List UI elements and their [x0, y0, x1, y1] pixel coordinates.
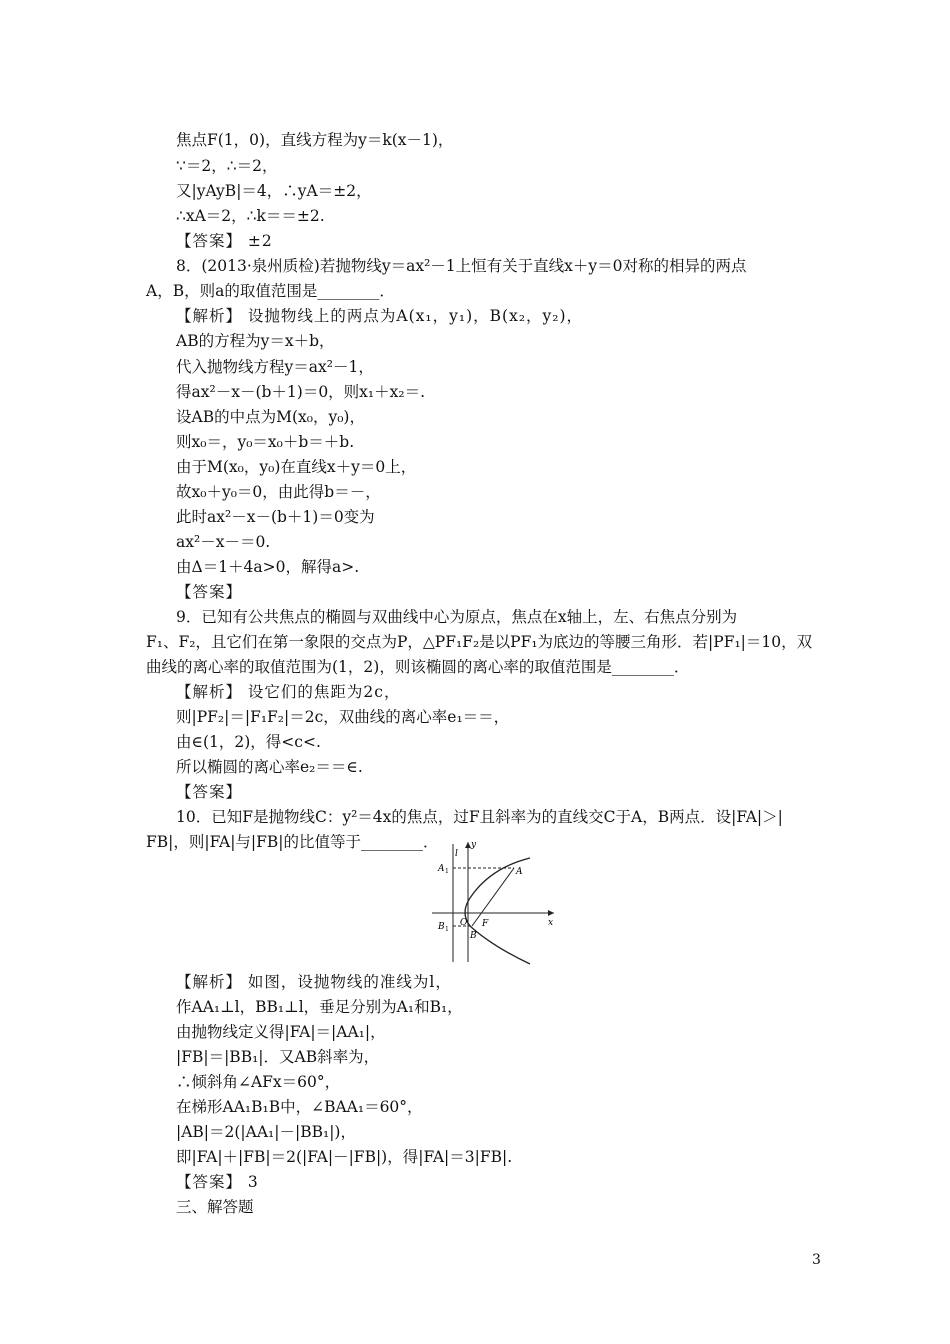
page-number: 3: [812, 1252, 821, 1268]
question-10-line-1: 10．已知F是抛物线C：y²＝4x的焦点，过F且斜率为的直线交C于A，B两点．设|FA|＞|: [176, 808, 783, 826]
answer-line: 【答案】 ±2: [176, 232, 273, 250]
solution-line: 由抛物线定义得|FA|＝|AA₁|，: [176, 1023, 386, 1041]
question-8-line-1: 8．(2013·泉州质检)若抛物线y＝ax²－1上恒有关于直线x＋y＝0对称的相异的两点: [176, 257, 747, 275]
solution-line: 即|FA|＋|FB|＝2(|FA|－|FB|)，得|FA|＝3|FB|.: [176, 1148, 513, 1166]
solution-line: ax²－x－＝0.: [176, 533, 271, 551]
solution-line: 在梯形AA₁B₁B中，∠BAA₁＝60°，: [176, 1098, 423, 1116]
question-9-line-3: 曲线的离心率的取值范围为(1，2)，则该椭圆的离心率的取值范围是________．: [146, 658, 690, 676]
point-b-label: B: [470, 931, 477, 941]
solution-line: 又|yAyB|＝4，∴yA＝±2，: [176, 182, 372, 200]
solution-line: 此时ax²－x－(b＋1)＝0变为: [176, 508, 375, 526]
origin-label: O: [460, 918, 468, 928]
point-b1-label: B: [438, 922, 445, 932]
solution-line: 焦点F(1，0)，直线方程为y＝k(x－1)，: [176, 131, 454, 149]
solution-line: 作AA₁⊥l，BB₁⊥l，垂足分别为A₁和B₁，: [176, 998, 463, 1016]
solution-line: 由于M(x₀，y₀)在直线x＋y＝0上，: [176, 458, 417, 476]
solution-line: 由Δ＝1＋4a>0，解得a>.: [176, 558, 360, 576]
solution-line: 设AB的中点为M(x₀，y₀)，: [176, 408, 365, 426]
analysis-line: 【解析】 设抛物线上的两点为A(x₁，y₁)，B(x₂，y₂)，: [176, 307, 584, 325]
answer-line: 【答案】 3: [176, 1173, 259, 1191]
answer-line: 【答案】: [176, 583, 243, 601]
point-a1-subscript: 1: [445, 868, 449, 875]
solution-line: 则x₀＝，y₀＝x₀＋b＝＋b.: [176, 433, 355, 451]
analysis-line: 【解析】 如图，设抛物线的准线为l，: [176, 973, 452, 991]
solution-line: |FB|＝|BB₁|．又AB斜率为，: [176, 1048, 380, 1066]
y-axis-label: y: [471, 840, 477, 850]
solution-line: 故x₀＋y₀＝0，由此得b＝－，: [176, 483, 381, 501]
analysis-line: 【解析】 设它们的焦距为2c，: [176, 683, 401, 701]
x-axis-label: x: [548, 918, 554, 928]
solution-line: |AB|＝2(|AA₁|－|BB₁|)，: [176, 1123, 356, 1141]
solution-line: AB的方程为y＝x＋b，: [176, 332, 335, 350]
answer-line: 【答案】: [176, 783, 243, 801]
question-10-line-2: FB|，则|FA|与|FB|的比值等于________．: [146, 833, 439, 851]
point-a-label: A: [516, 867, 523, 877]
solution-line: ∴倾斜角∠AFx＝60°，: [176, 1073, 341, 1091]
point-b1-subscript: 1: [445, 926, 449, 933]
solution-line: 则|PF₂|＝|F₁F₂|＝2c，双曲线的离心率e₁＝＝，: [176, 708, 510, 726]
section-heading: 三、解答题: [176, 1198, 254, 1216]
solution-line: 所以椭圆的离心率e₂＝＝∈.: [176, 758, 363, 776]
solution-line: 代入抛物线方程y＝ax²－1，: [176, 358, 374, 376]
question-8-line-2: A，B，则a的取值范围是________．: [146, 282, 395, 300]
solution-line: 由∈(1，2)，得<c<.: [176, 733, 321, 751]
solution-line: ∴xA＝2，∴k＝＝±2.: [176, 207, 325, 225]
point-a1-label: A: [438, 864, 445, 874]
focus-label: F: [482, 919, 489, 929]
question-9-line-2: F₁、F₂，且它们在第一象限的交点为P，△PF₁F₂是以PF₁为底边的等腰三角形．若|PF₁|＝10，双: [146, 633, 813, 651]
parabola-figure: [430, 838, 560, 968]
directrix-label: l: [455, 849, 458, 859]
solution-line: ∵＝2，∴＝2，: [176, 157, 278, 175]
question-9-line-1: 9．已知有公共焦点的椭圆与双曲线中心为原点，焦点在x轴上，左、右焦点分别为: [176, 608, 738, 626]
solution-line: 得ax²－x－(b＋1)＝0，则x₁＋x₂＝.: [176, 383, 426, 401]
